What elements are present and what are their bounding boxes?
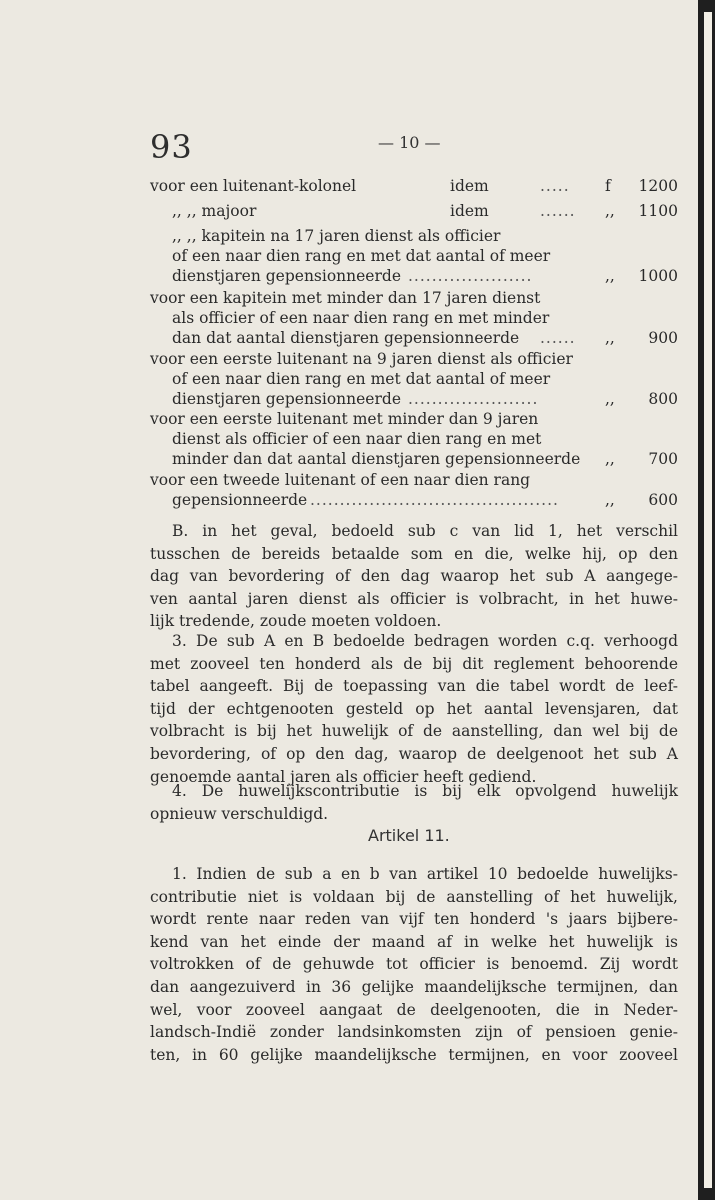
row-line: gepensionneerde — [172, 491, 308, 509]
row-currency: ,, — [605, 202, 615, 220]
text-line: wel, voor zooveel aangaat de deelgenooten, die in Neder- — [150, 1000, 678, 1019]
text-line: voltrokken of de gehuwde tot officier is benoemd. Zij wordt — [150, 955, 678, 974]
row-currency: f — [605, 177, 611, 195]
row-amount: 800 — [648, 390, 678, 408]
table-row — [150, 177, 678, 199]
row-currency: ,, — [605, 491, 615, 509]
row-line: dienstjaren gepensionneerde — [172, 267, 401, 285]
text-line: met zooveel ten honderd als de bij dit reglement behoorende — [150, 654, 678, 673]
page-header: — 10 — — [378, 133, 441, 152]
row-line: voor een eerste luitenant na 9 jaren dienst als officier — [150, 350, 573, 368]
text-line: volbracht is bij het huwelijk of de aanstelling, dan wel bij de — [150, 722, 678, 741]
text-line: ten, in 60 gelijke maandelijksche termijnen, en voor zooveel — [150, 1045, 678, 1064]
row-dots: ...... — [540, 329, 576, 347]
paragraph-b — [150, 520, 678, 633]
text-line: B. in het geval, bedoeld sub c van lid 1, het verschil — [172, 522, 678, 540]
text-line: dag van bevordering of den dag waarop het sub A aangege- — [150, 567, 678, 586]
row-dots: .......................................... — [310, 491, 559, 509]
row-amount: 600 — [648, 491, 678, 509]
row-line: als officier of een naar dien rang en met minder — [172, 309, 550, 327]
text-line: 1. Indien de sub a en b van artikel 10 bedoelde huwelijks- — [172, 865, 678, 883]
text-line: tijd der echtgenooten gesteld op het aantal levensjaren, dat — [150, 699, 678, 718]
text-line: genoemde aantal jaren als officier heeft gediend. — [150, 767, 537, 786]
text-line: 4. De huwelijkscontributie is bij elk opvolgend huwelijk — [172, 782, 678, 800]
row-idem: idem — [450, 202, 489, 220]
row-line: ,, ,, kapitein na 17 jaren dienst als officier — [172, 227, 501, 245]
text-line: 3. De sub A en B bedoelde bedragen worden c.q. verhoogd — [172, 632, 678, 650]
next-page-edge — [704, 12, 712, 1188]
table-row — [150, 202, 678, 224]
row-line: voor een kapitein met minder dan 17 jaren dienst — [150, 289, 541, 307]
paragraph-article-11 — [150, 863, 678, 1066]
text-line: bevordering, of op den dag, waarop de deelgenoot het sub A — [150, 744, 678, 763]
row-line: minder dan dat aantal dienstjaren gepensionneerde — [172, 450, 581, 468]
row-amount: 700 — [648, 450, 678, 468]
row-currency: ,, — [605, 390, 615, 408]
text-line: dan aangezuiverd in 36 gelijke maandelijksche termijnen, dan — [150, 977, 678, 996]
page-number: 93 — [150, 128, 193, 166]
row-line: dienstjaren gepensionneerde — [172, 390, 401, 408]
paragraph-4 — [150, 780, 678, 825]
row-amount: 1100 — [638, 202, 678, 220]
row-dots: ...... — [540, 202, 576, 220]
text-line: contributie niet is voldaan bij de aanstelling of het huwelijk, — [150, 887, 678, 906]
row-label: ,, ,, majoor — [172, 202, 257, 220]
row-line: of een naar dien rang en met dat aantal of meer — [172, 370, 551, 388]
text-line: landsch-Indië zonder landsinkomsten zijn of pensioen genie- — [150, 1023, 678, 1042]
row-idem: idem — [450, 177, 489, 195]
paragraph-3 — [150, 630, 678, 788]
row-line: of een naar dien rang en met dat aantal of meer — [172, 247, 551, 265]
row-currency: ,, — [605, 450, 615, 468]
row-line: dienst als officier of een naar dien rang en met — [172, 430, 542, 448]
text-line: wordt rente naar reden van vijf ten honderd 's jaars bijbere- — [150, 910, 678, 929]
row-dots: ..... — [540, 177, 570, 195]
article-title: Artikel 11. — [368, 826, 450, 845]
text-line: tabel aangeeft. Bij de toepassing van die tabel wordt de leef- — [150, 677, 678, 696]
row-amount: 1000 — [638, 267, 678, 285]
row-label: voor een luitenant-kolonel — [150, 177, 357, 195]
text-line: kend van het einde der maand af in welke het huwelijk is — [150, 932, 678, 951]
row-currency: ,, — [605, 329, 615, 347]
row-dots: ...................... — [408, 390, 539, 408]
row-line: voor een tweede luitenant of een naar dien rang — [150, 471, 531, 489]
row-dots: ..................... — [408, 267, 533, 285]
text-line: ven aantal jaren dienst als officier is volbracht, in het huwe- — [150, 589, 678, 608]
text-line: lijk tredende, zoude moeten voldoen. — [150, 612, 442, 631]
text-line: tusschen de bereids betaalde som en die, welke hij, op den — [150, 544, 678, 563]
row-currency: ,, — [605, 267, 615, 285]
row-line: dan dat aantal dienstjaren gepensionneerde — [172, 329, 520, 347]
text-line: opnieuw verschuldigd. — [150, 804, 329, 823]
row-line: voor een eerste luitenant met minder dan 9 jaren — [150, 410, 539, 428]
row-amount: 1200 — [638, 177, 678, 195]
row-amount: 900 — [648, 329, 678, 347]
